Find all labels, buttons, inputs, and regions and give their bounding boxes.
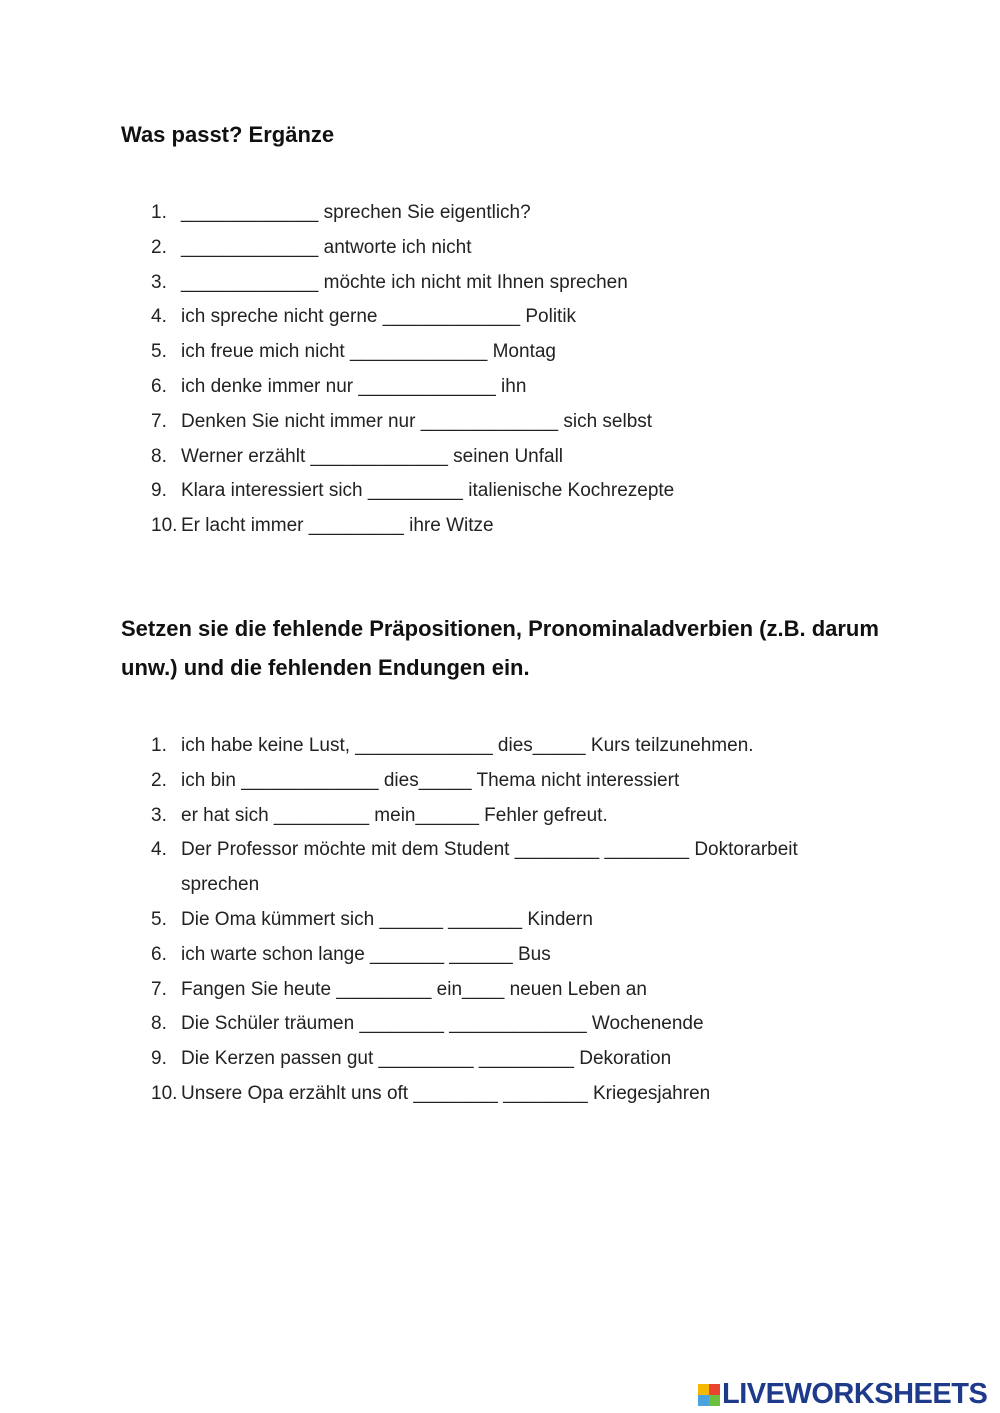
list-item — [151, 764, 871, 799]
list-item — [151, 833, 871, 903]
section1-exercise-list — [151, 196, 871, 544]
item-number: 1. — [151, 202, 167, 223]
item-text: _____________ antworte ich nicht — [181, 236, 472, 258]
item-number: 2. — [151, 769, 167, 791]
list-item — [151, 474, 871, 509]
item-number: 6. — [151, 943, 167, 965]
item-number: 7. — [151, 410, 167, 432]
item-text: Unsere Opa erzählt uns oft ________ ________ Kriegesjahren — [181, 1082, 711, 1104]
item-text: Der Professor möchte mit dem Student ________ ________ Doktorarbeit sprechen — [181, 839, 798, 896]
item-text: ich warte schon lange _______ ______ Bus — [181, 943, 551, 965]
item-text: Fangen Sie heute _________ ein____ neuen Leben an — [181, 978, 647, 1000]
list-item — [151, 799, 871, 834]
item-text: Die Schüler träumen ________ _____________ Wochenende — [181, 1013, 704, 1035]
item-text: _____________ sprechen Sie eigentlich? — [181, 202, 531, 223]
item-text: ich denke immer nur _____________ ihn — [181, 375, 527, 397]
list-item — [151, 405, 871, 440]
item-number: 8. — [151, 1013, 167, 1035]
item-text: Er lacht immer _________ ihre Witze — [181, 515, 494, 537]
item-number: 5. — [151, 341, 167, 363]
item-number: 3. — [151, 271, 167, 293]
item-number: 8. — [151, 445, 167, 467]
list-item — [151, 903, 871, 938]
item-text: Die Oma kümmert sich ______ _______ Kindern — [181, 908, 593, 930]
list-item — [151, 266, 871, 301]
list-item — [151, 1042, 871, 1077]
item-number: 3. — [151, 804, 167, 826]
list-item — [151, 335, 871, 370]
list-item — [151, 509, 871, 544]
item-text: Denken Sie nicht immer nur _____________ sich selbst — [181, 410, 653, 432]
item-number: 7. — [151, 978, 167, 1000]
item-number: 4. — [151, 839, 167, 861]
item-text: Werner erzählt _____________ seinen Unfall — [181, 445, 564, 467]
item-number: 9. — [151, 1048, 167, 1070]
item-text: ich habe keine Lust, _____________ dies_____ Kurs teilzunehmen. — [181, 735, 754, 756]
item-text: ich spreche nicht gerne _____________ Politik — [181, 306, 577, 328]
item-number: 10. — [151, 515, 178, 537]
list-item — [151, 938, 871, 973]
list-item — [151, 1077, 871, 1112]
item-text: _____________ möchte ich nicht mit Ihnen sprechen — [181, 271, 628, 293]
item-text: Klara interessiert sich _________ italienische Kochrezepte — [181, 480, 675, 502]
item-number: 1. — [151, 735, 167, 756]
liveworksheets-logo[interactable] — [698, 1378, 987, 1411]
list-item — [151, 196, 871, 231]
list-item — [151, 973, 871, 1008]
item-number: 10. — [151, 1082, 178, 1104]
item-number: 5. — [151, 908, 167, 930]
list-item — [151, 729, 871, 764]
item-text: ich freue mich nicht _____________ Montag — [181, 341, 556, 363]
list-item — [151, 1007, 871, 1042]
list-item — [151, 231, 871, 266]
list-item — [151, 300, 871, 335]
list-item — [151, 370, 871, 405]
item-number: 6. — [151, 375, 167, 397]
item-number: 2. — [151, 236, 167, 258]
liveworksheets-logo-icon — [698, 1384, 720, 1406]
item-text: er hat sich _________ mein______ Fehler gefreut. — [181, 804, 608, 826]
item-number: 4. — [151, 306, 167, 328]
logo-text: LIVEWORKSHEETS — [722, 1378, 988, 1410]
section1-title: Was passt? Ergänze — [121, 122, 335, 147]
list-item — [151, 440, 871, 475]
item-text: ich bin _____________ dies_____ Thema nicht interessiert — [181, 769, 680, 791]
item-number: 9. — [151, 480, 167, 502]
item-text: Die Kerzen passen gut _________ _________ Dekoration — [181, 1048, 672, 1070]
section2-exercise-list — [151, 729, 871, 1112]
section2-title: Setzen sie die fehlende Präpositionen, Pronominaladverbien (z.B. darum unw.) und die fehlenden Endungen ein. — [121, 616, 879, 680]
